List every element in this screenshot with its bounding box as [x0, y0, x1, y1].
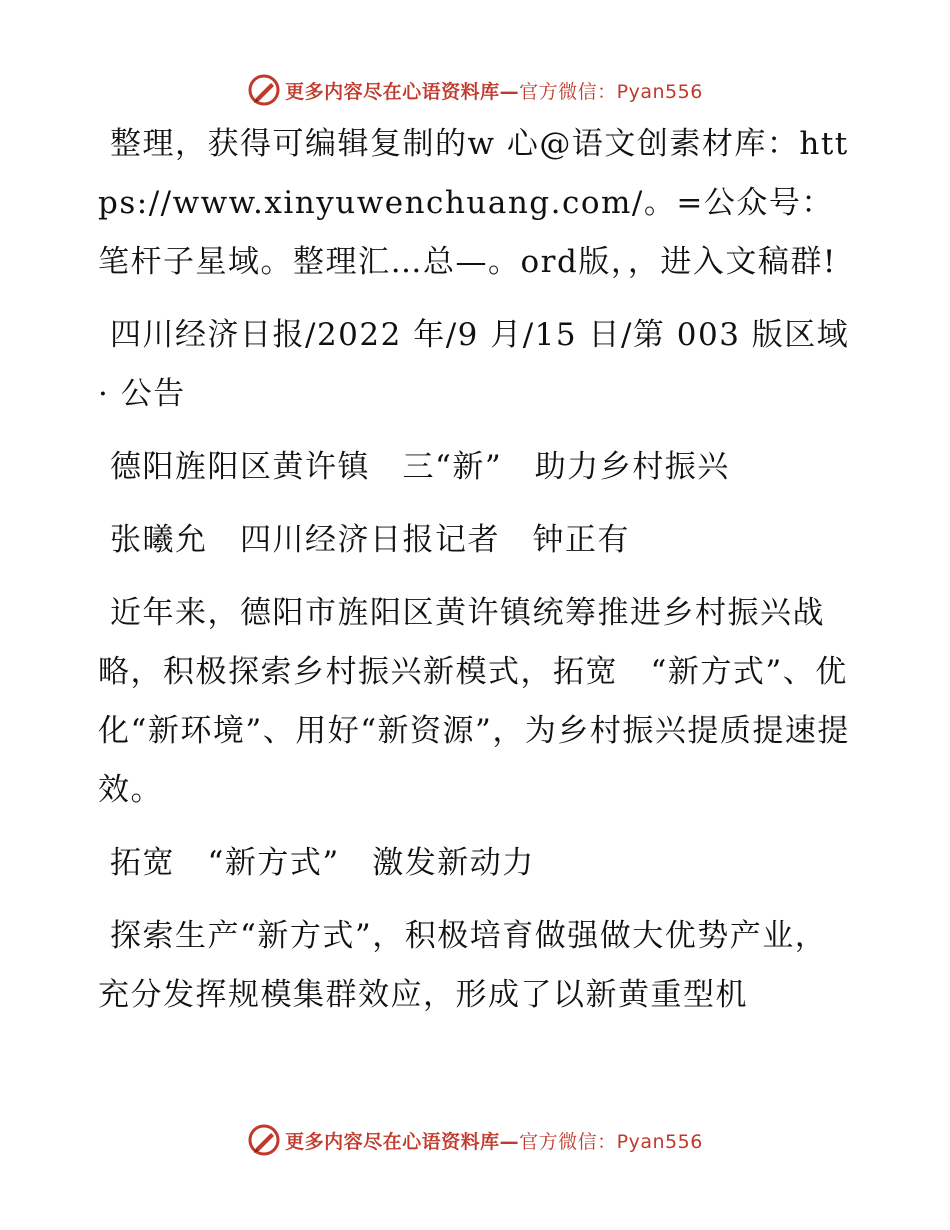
header-banner-text: 更多内容尽在心语资料库—官方微信：Pyan556	[285, 80, 703, 103]
intro-paragraph: 整理，获得可编辑复制的w 心@语文创素材库：https://www.xinyuwenchuang.com/。=公众号：笔杆子星域。整理汇…总—。ord版，，进入文稿群!	[98, 126, 849, 280]
header-wechat: 官方微信：Pyan556	[519, 80, 703, 103]
body-paragraph: 探索生产“新方式”，积极培育做强做大优势产业，充分发挥规模集群效应，形成了以新黄重型机	[98, 918, 828, 1013]
source-line: 四川经济日报/2022 年/9 月/15 日/第 003 版区域· 公告	[98, 317, 850, 412]
footer-banner-text: 更多内容尽在心语资料库—官方微信：Pyan556	[285, 1130, 703, 1153]
byline: 张曦允 四川经济日报记者 钟正有	[110, 522, 630, 558]
pen-logo-icon	[247, 1123, 281, 1157]
footer-banner	[0, 1120, 950, 1160]
article-title: 德阳旌阳区黄许镇 三“新” 助力乡村振兴	[110, 449, 730, 485]
header-banner	[0, 70, 950, 110]
footer-wechat: 官方微信：Pyan556	[519, 1130, 703, 1153]
pen-logo-icon	[247, 73, 281, 107]
lead-paragraph: 近年来，德阳市旌阳区黄许镇统筹推进乡村振兴战略，积极探索乡村振兴新模式，拓宽 “新方式”、优化“新环境”、用好“新资源”，为乡村振兴提质提速提效。	[98, 595, 850, 808]
section-heading: 拓宽 “新方式” 激发新动力	[110, 845, 535, 881]
document-body	[98, 115, 850, 1039]
